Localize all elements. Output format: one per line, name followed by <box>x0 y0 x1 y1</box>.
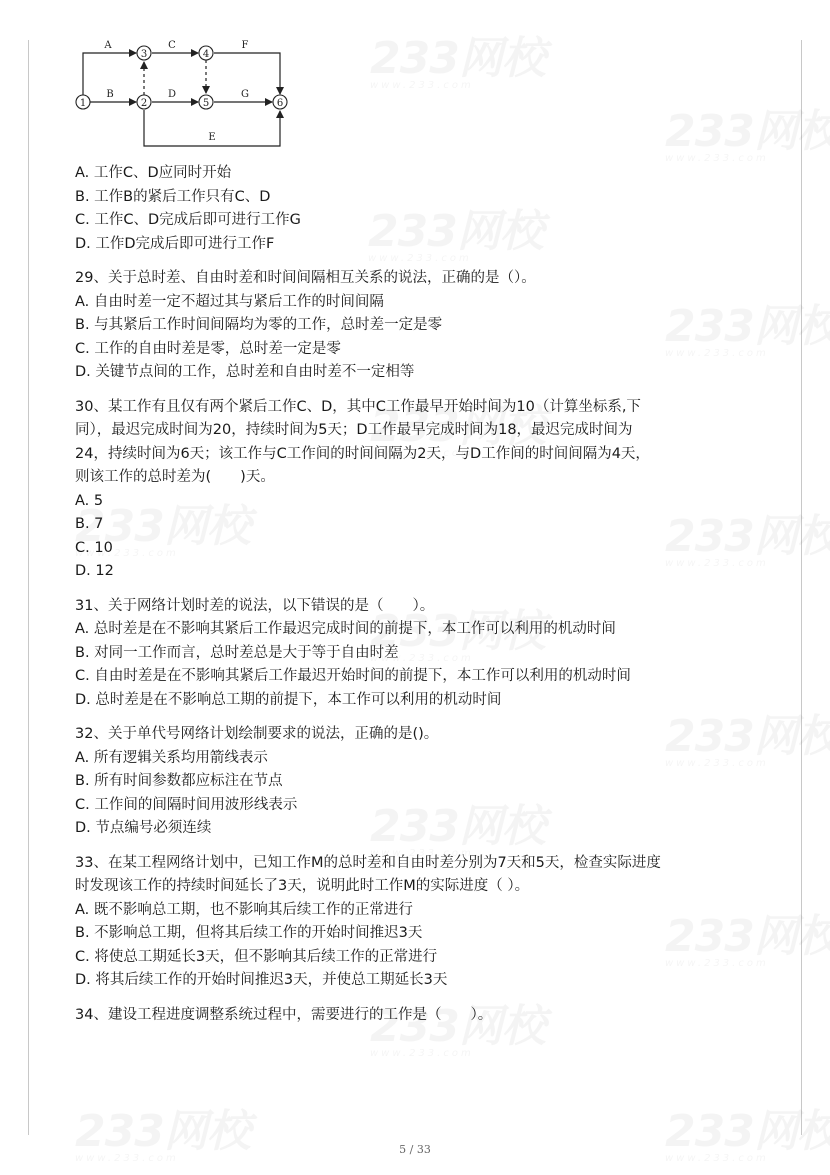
q28-option-b: B. 工作B的紧后工作只有C、D <box>75 188 271 205</box>
q31-option-d: D. 总时差是在不影响总工期的前提下，本工作可以利用的机动时间 <box>75 691 502 708</box>
right-margin-rule <box>801 40 802 1135</box>
q33-stem-line: 33、在某工程网络计划中，已知工作M的总时差和自由时差分别为7天和5天，检查实际进度 <box>75 854 661 871</box>
q32-option-b: B. 所有时间参数都应标注在节点 <box>75 773 283 789</box>
q30-stem-line: 30、某工作有且仅有两个紧后工作C、D，其中C工作最早开始时间为10（计算坐标系,下 <box>75 398 641 415</box>
left-margin-rule <box>28 40 29 1135</box>
arrow-label: C <box>168 40 176 51</box>
question-33 <box>75 852 785 993</box>
node-label: 1 <box>79 98 87 109</box>
q32-stem: 32、关于单代号网络计划绘制要求的说法，正确的是()。 <box>75 726 439 742</box>
q32-option-c: C. 工作间的间隔时间用波形线表示 <box>75 796 298 813</box>
q29-option-c: C. 工作的自由时差是零，总时差一定是零 <box>75 340 341 357</box>
network-diagram <box>70 34 300 150</box>
q31-option-a: A. 总时差是在不影响其紧后工作最迟完成时间的前提下，本工作可以利用的机动时间 <box>75 621 616 637</box>
q33-option-c: C. 将使总工期延长3天，但不影响其后续工作的正常进行 <box>75 948 438 965</box>
network-diagram-svg <box>70 34 300 150</box>
arrow-label: A <box>104 40 112 51</box>
q28-option-c: C. 工作C、D完成后即可进行工作G <box>75 212 301 228</box>
arrow-label: D <box>167 89 177 100</box>
arrow-label: B <box>106 89 114 100</box>
q30-option-b: B. 7 <box>75 516 104 532</box>
q31-option-c: C. 自由时差是在不影响其紧后工作最迟开始时间的前提下，本工作可以利用的机动时间 <box>75 668 631 684</box>
q29-option-d: D. 关键节点间的工作，总时差和自由时差不一定相等 <box>75 364 415 380</box>
question-29 <box>75 267 785 385</box>
q28-option-d: D. 工作D完成后即可进行工作F <box>75 235 275 252</box>
q30-stem-line: 则该工作的总时差为( )天。 <box>75 469 275 485</box>
question-32 <box>75 723 785 841</box>
page-number: 5 / 33 <box>399 1143 431 1156</box>
q28-options <box>75 162 785 256</box>
q31-option-b: B. 对同一工作而言，总时差总是大于等于自由时差 <box>75 644 399 661</box>
q33-option-a: A. 既不影响总工期，也不影响其后续工作的正常进行 <box>75 901 413 918</box>
arrow-f <box>214 53 280 94</box>
q29-option-a: A. 自由时差一定不超过其与紧后工作的时间间隔 <box>75 293 384 310</box>
question-content <box>75 162 785 1027</box>
question-34 <box>75 1004 785 1028</box>
q31-stem: 31、关于网络计划时差的说法，以下错误的是（ ）。 <box>75 597 435 614</box>
q29-option-b: B. 与其紧后工作时间间隔均为零的工作，总时差一定是零 <box>75 317 443 333</box>
node-label: 3 <box>140 49 148 60</box>
q30-stem-line: 同），最迟完成时间为20，持续时间为5天；D工作最早完成时间为18，最迟完成时间为 <box>75 422 633 438</box>
q29-stem: 29、关于总时差、自由时差和时间间隔相互关系的说法，正确的是（）。 <box>75 270 536 286</box>
q32-option-d: D. 节点编号必须连续 <box>75 820 212 836</box>
arrow-label: E <box>208 132 216 143</box>
arrow-label: F <box>241 40 249 51</box>
node-label: 6 <box>276 98 284 109</box>
question-30 <box>75 396 785 584</box>
q30-stem-line: 24，持续时间为6天；该工作与C工作间的时间间隔为2天，与D工作间的时间间隔为4天， <box>75 445 650 462</box>
q32-option-a: A. 所有逻辑关系均用箭线表示 <box>75 749 268 766</box>
q33-stem-line: 时发现该工作的持续时间延长了3天，说明此时工作M的实际进度（ ）。 <box>75 878 530 894</box>
q30-option-a: A. 5 <box>75 492 104 509</box>
watermark-logo <box>665 95 830 164</box>
node-label: 2 <box>140 98 148 109</box>
watermark-logo <box>370 22 545 91</box>
q33-option-b: B. 不影响总工期，但将其后续工作的开始时间推迟3天 <box>75 925 423 941</box>
arrow-label: G <box>241 89 249 100</box>
q30-option-d: D. 12 <box>75 563 114 579</box>
q30-option-c: C. 10 <box>75 539 113 556</box>
q28-option-a: A. 工作C、D应同时开始 <box>75 165 232 181</box>
q33-option-d: D. 将其后续工作的开始时间推迟3天，并使总工期延长3天 <box>75 972 448 988</box>
q34-stem: 34、建设工程进度调整系统过程中，需要进行的工作是（ ）。 <box>75 1006 493 1023</box>
node-label: 4 <box>202 49 210 60</box>
node-label: 5 <box>202 98 210 109</box>
question-31 <box>75 595 785 713</box>
